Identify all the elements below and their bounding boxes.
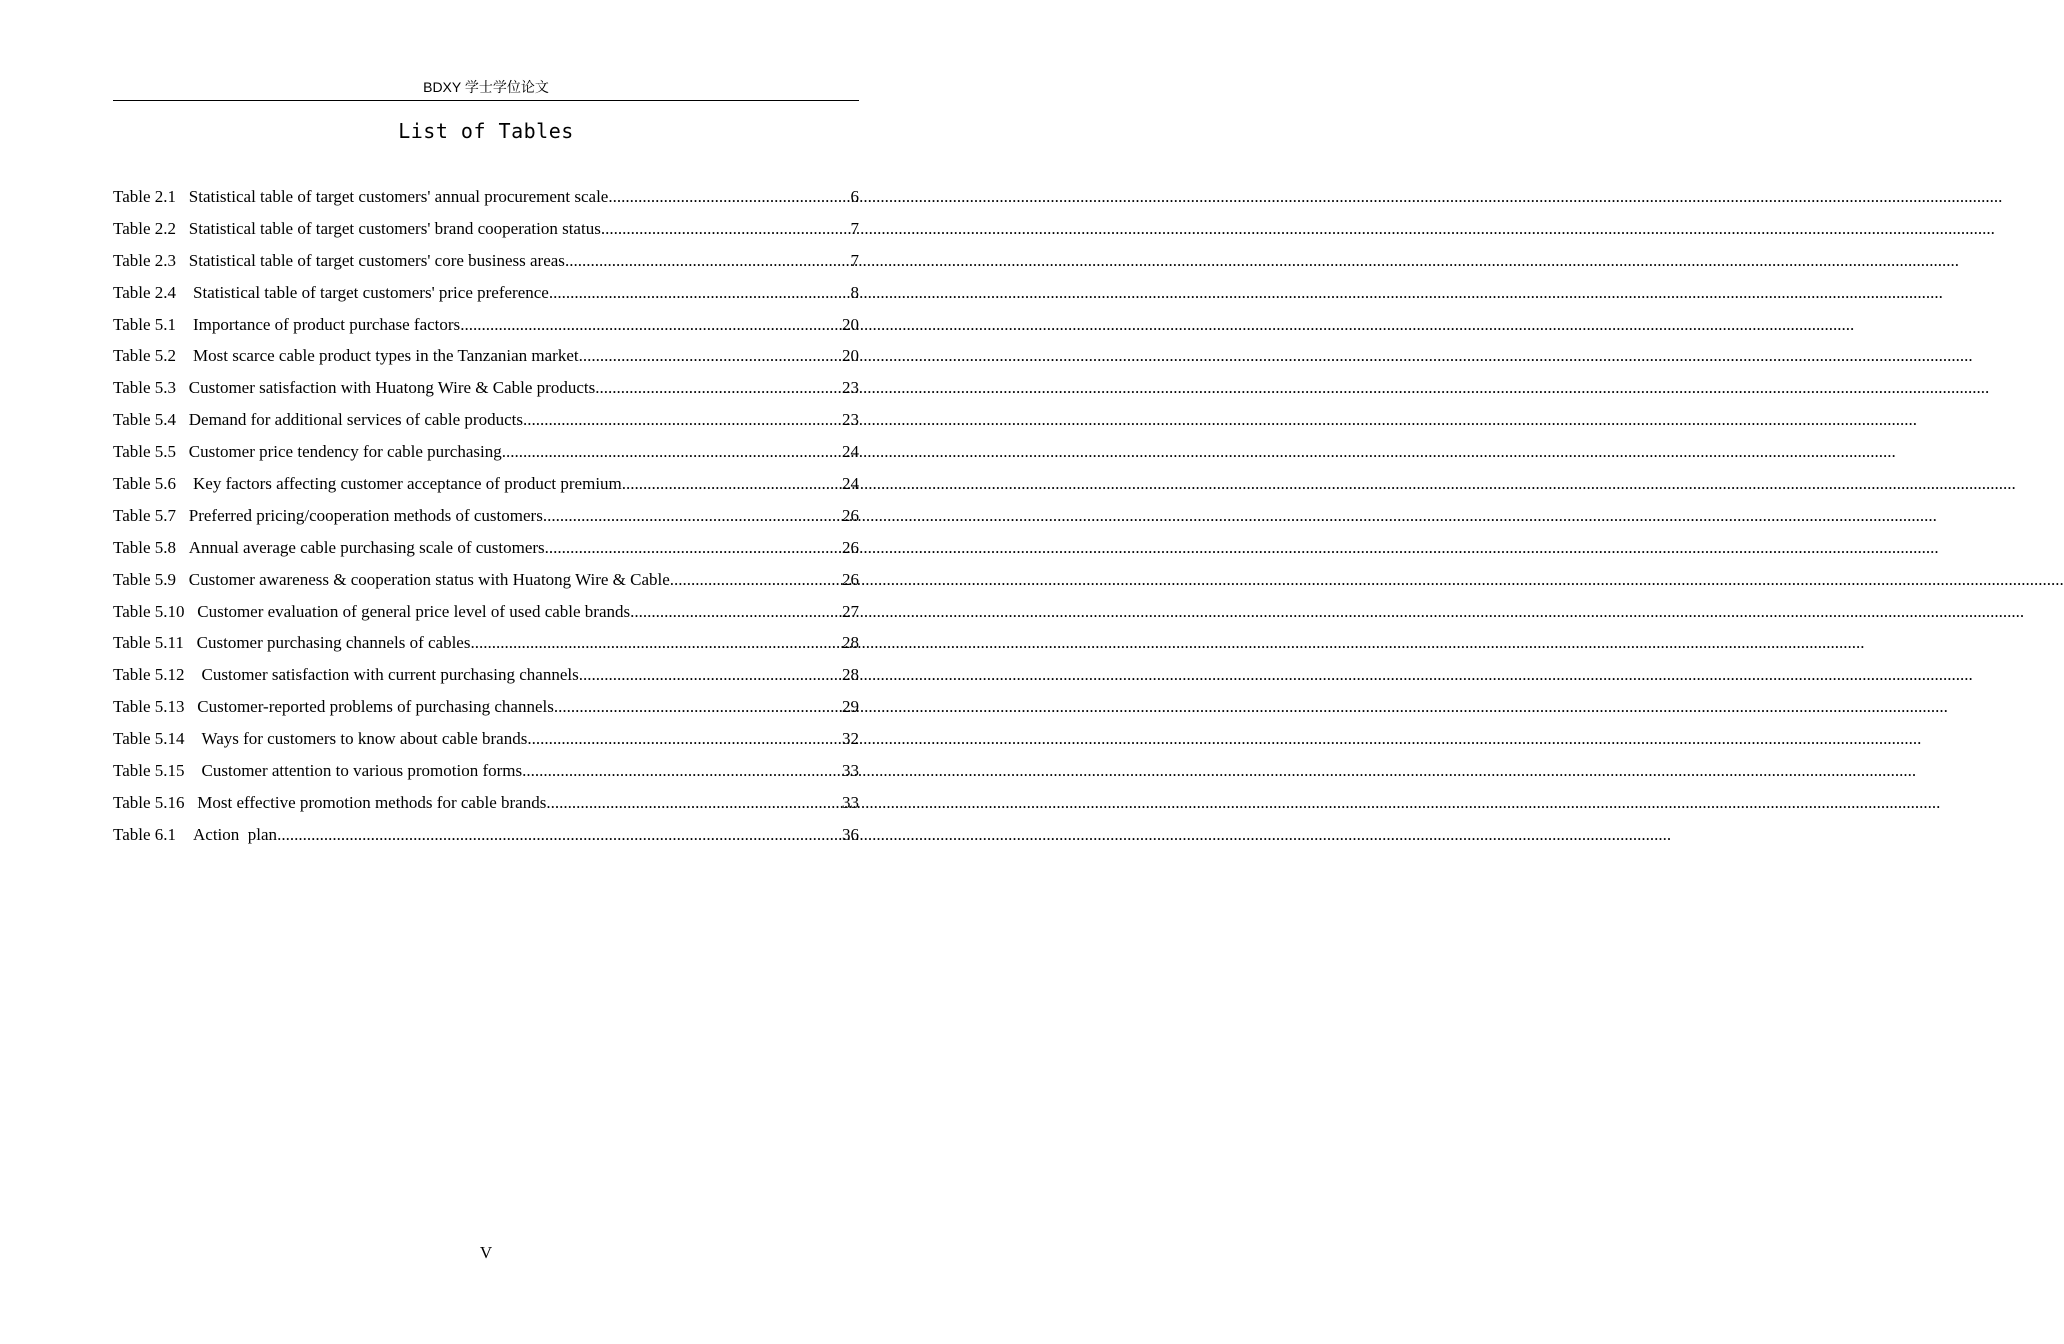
toc-entry-label: Table 2.1: [113, 187, 189, 206]
toc-entry[interactable]: [113, 216, 859, 248]
toc-entry[interactable]: [113, 343, 859, 375]
toc-entry-title: Preferred pricing/cooperation methods of customers: [188, 505, 543, 525]
toc-entry-page-number: 26: [842, 505, 859, 525]
toc-entry-title: Customer price tendency for cable purchasing: [188, 442, 502, 462]
page-number: V: [479, 1243, 493, 1262]
document-page: [0, 0, 950, 1344]
toc-entry[interactable]: [113, 599, 859, 631]
dot-leader: [546, 790, 842, 816]
toc-entry[interactable]: [113, 407, 859, 439]
toc-entry[interactable]: [113, 184, 859, 216]
dot-leader: [595, 375, 842, 401]
toc-entry-page-number: 33: [842, 761, 859, 781]
toc-entry-page-number: 26: [842, 569, 859, 589]
toc-entry-title: Statistical table of target customers' brand cooperation status: [188, 218, 601, 238]
dot-leader: [579, 343, 842, 369]
dot-leader: [630, 599, 842, 625]
dot-leader: [670, 567, 842, 593]
toc-entry[interactable]: [113, 439, 859, 471]
toc-entry-label: Table 5.16: [113, 792, 198, 812]
dot-leader: [554, 694, 842, 720]
toc-entry-page-number: 6: [850, 187, 859, 206]
toc-entry[interactable]: [113, 758, 859, 790]
toc-entry[interactable]: [113, 726, 859, 758]
toc-entry-page-number: 20: [842, 314, 859, 334]
toc-entry-page-number: 24: [842, 442, 859, 462]
toc-entry[interactable]: [113, 630, 859, 662]
toc-entry-label: Table 5.12: [113, 665, 202, 685]
toc-entry-title: Customer satisfaction with Huatong Wire & Cable products: [188, 378, 596, 398]
toc-entry-label: Table 2.3: [113, 250, 189, 270]
header-rule: [113, 100, 859, 101]
toc-entry[interactable]: [113, 503, 859, 535]
toc-entry-page-number: 36: [842, 824, 859, 844]
dot-leader: [601, 216, 851, 242]
toc-entry-label: Table 5.3: [113, 378, 189, 398]
dot-leader: [502, 439, 842, 465]
toc-entry-label: Table 5.1: [113, 314, 194, 334]
toc-entry[interactable]: [113, 790, 859, 822]
toc-entry-page-number: 24: [842, 474, 859, 494]
toc-entry-title: Statistical table of target customers' core business areas: [188, 250, 565, 270]
toc-entry-page-number: 32: [842, 729, 859, 749]
toc-entry-title: Annual average cable purchasing scale of customers: [188, 537, 545, 557]
toc-entry-page-number: 23: [842, 378, 859, 398]
toc-entry-label: Table 5.11: [113, 633, 197, 653]
toc-entry-label: Table 5.8: [113, 537, 189, 557]
toc-entry-title: Importance of product purchase factors: [193, 314, 461, 334]
toc-entry-page-number: 29: [842, 697, 859, 717]
running-header: BDXY 学士学位论文: [423, 79, 549, 95]
toc-entry-page-number: 33: [842, 792, 859, 812]
toc-entry-title: Key factors affecting customer acceptance of product premium: [193, 474, 622, 494]
toc-entry-title: Statistical table of target customers' price preference: [193, 282, 549, 302]
toc-entry-title: Ways for customers to know about cable brands: [201, 729, 528, 749]
page-title: List of Tables: [398, 119, 574, 143]
toc-entry-page-number: 8: [850, 282, 859, 302]
dot-leader: [549, 280, 851, 306]
toc-entry-page-number: 23: [842, 410, 859, 430]
dot-leader: [277, 822, 842, 848]
dot-leader: [579, 662, 842, 688]
toc-entry-page-number: 26: [842, 537, 859, 557]
toc-entry-label: Table 5.2: [113, 346, 194, 366]
toc-entry[interactable]: [113, 312, 859, 344]
dot-leader: [565, 248, 851, 274]
toc-entry-title: Most scarce cable product types in the Tanzanian market: [193, 346, 579, 366]
toc-entry-label: Table 5.15: [113, 761, 202, 781]
toc-entry-title: Customer evaluation of general price level of used cable brands: [197, 601, 631, 621]
toc-entry[interactable]: [113, 567, 859, 599]
toc-entry[interactable]: [113, 694, 859, 726]
toc-entry-title: Customer purchasing channels of cables: [196, 633, 471, 653]
toc-entry-title: Customer attention to various promotion forms: [201, 761, 523, 781]
toc-entry-page-number: 27: [842, 601, 859, 621]
toc-entry[interactable]: [113, 535, 859, 567]
dot-leader: [460, 312, 842, 338]
toc-entry-title: Customer satisfaction with current purchasing channels: [201, 665, 579, 685]
toc-entry-title: Customer-reported problems of purchasing channels: [197, 697, 554, 717]
dot-leader: [522, 758, 842, 784]
toc-entry[interactable]: [113, 248, 859, 280]
dot-leader: [608, 184, 850, 210]
toc-entry-title: Customer awareness & cooperation status with Huatong Wire & Cable: [188, 569, 670, 589]
toc-entry-label: Table 5.14: [113, 729, 202, 749]
dot-leader: [527, 726, 842, 752]
dot-leader: [545, 535, 842, 561]
toc-entry-page-number: 28: [842, 633, 859, 653]
toc-entry[interactable]: [113, 471, 859, 503]
toc-entry[interactable]: [113, 662, 859, 694]
toc-entry-page-number: 7: [850, 250, 859, 270]
dot-leader: [543, 503, 842, 529]
toc-entry-label: Table 5.13: [113, 697, 198, 717]
toc-entry-label: Table 5.5: [113, 442, 189, 462]
toc-entry-label: Table 5.7: [113, 505, 189, 525]
toc-entry-label: Table 2.4: [113, 282, 194, 302]
toc-entry-label: Table 5.10: [113, 601, 198, 621]
toc-entry-page-number: 20: [842, 346, 859, 366]
toc-entry-title: Statistical table of target customers' annual procurement scale: [188, 187, 609, 206]
toc-entry[interactable]: [113, 375, 859, 407]
toc-entry-title: Demand for additional services of cable products: [188, 410, 523, 430]
toc-entry-label: Table 5.4: [113, 410, 189, 430]
toc-entry-page-number: 28: [842, 665, 859, 685]
toc-entry-page-number: 7: [850, 218, 859, 238]
list-of-tables: [113, 184, 859, 854]
toc-entry[interactable]: [113, 822, 859, 854]
dot-leader: [470, 630, 842, 656]
dot-leader: [523, 407, 842, 433]
toc-entry[interactable]: [113, 280, 859, 312]
toc-entry-label: Table 2.2: [113, 218, 189, 238]
toc-entry-label: Table 5.6: [113, 474, 194, 494]
toc-entry-label: Table 6.1: [113, 824, 194, 844]
dot-leader: [622, 471, 842, 497]
toc-entry-title: Action plan: [193, 824, 278, 844]
toc-entry-label: Table 5.9: [113, 569, 189, 589]
toc-entry-title: Most effective promotion methods for cable brands: [197, 792, 547, 812]
